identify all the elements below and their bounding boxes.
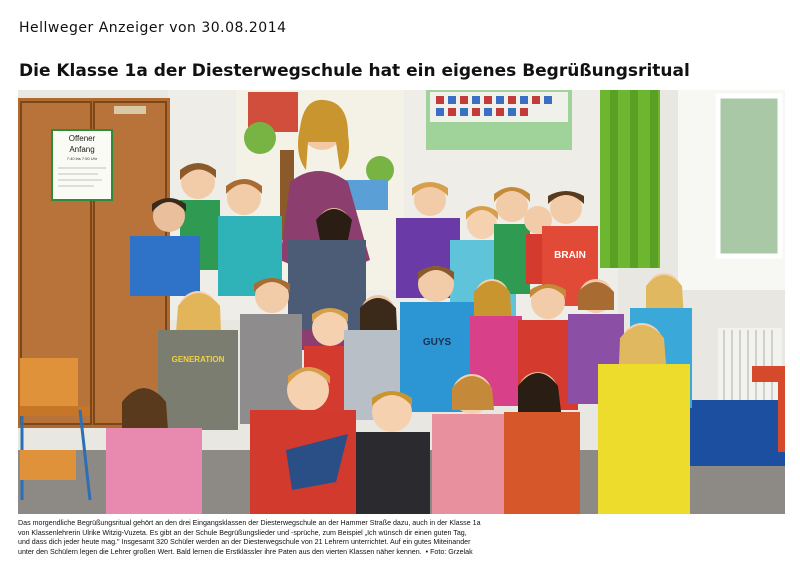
caption-line-4 [18, 548, 785, 558]
shirt-print-generation: GENERATION [171, 355, 225, 364]
caption-line-4-text: unter den Schülern legen die Lehrer großen Wert. Bald lernen die Erstklässler ihre Paten aus den vierten Klassen näher kennen. [18, 547, 422, 556]
sign-subtitle: Anfang [69, 145, 95, 154]
caption-line-1: Das morgendliche Begrüßungsritual gehört an den drei Eingangsklassen der Diesterwegschule an der Hammer Straße dazu, auch in der Klasse 1a [18, 519, 481, 527]
shirt-print-brain: BRAIN [554, 250, 586, 261]
shirt-print-guys: GUYS [422, 337, 452, 348]
newspaper-source-line: Hellweger Anzeiger von 30.08.2014 [19, 20, 287, 36]
class-photo [18, 90, 785, 514]
photo-credit: • Foto: Grzelak [425, 547, 473, 556]
photo-caption [18, 519, 785, 557]
caption-line-3: und dass dich jeder heute mag." Insgesamt 320 Schüler werden an der Diesterwegschule von 21 Lehrern unterrichtet. Auf ein gutes Miteinander [18, 538, 471, 547]
class-photo-illustration [18, 90, 785, 514]
sign-title: Offener [68, 134, 96, 143]
caption-line-2: von Klassenlehrerin Ulrike Witzig-Vuzeta. Es gibt an der Schule Begrüßungslieder und -sprüche, zum Beispiel „Ich wünsch dir einen guten Tag, [18, 528, 467, 537]
article-headline: Die Klasse 1a der Diesterwegschule hat ein eigenes Begrüßungsritual [19, 61, 690, 81]
sign-time: 7:40 bis 7:50 Uhr [66, 156, 98, 161]
